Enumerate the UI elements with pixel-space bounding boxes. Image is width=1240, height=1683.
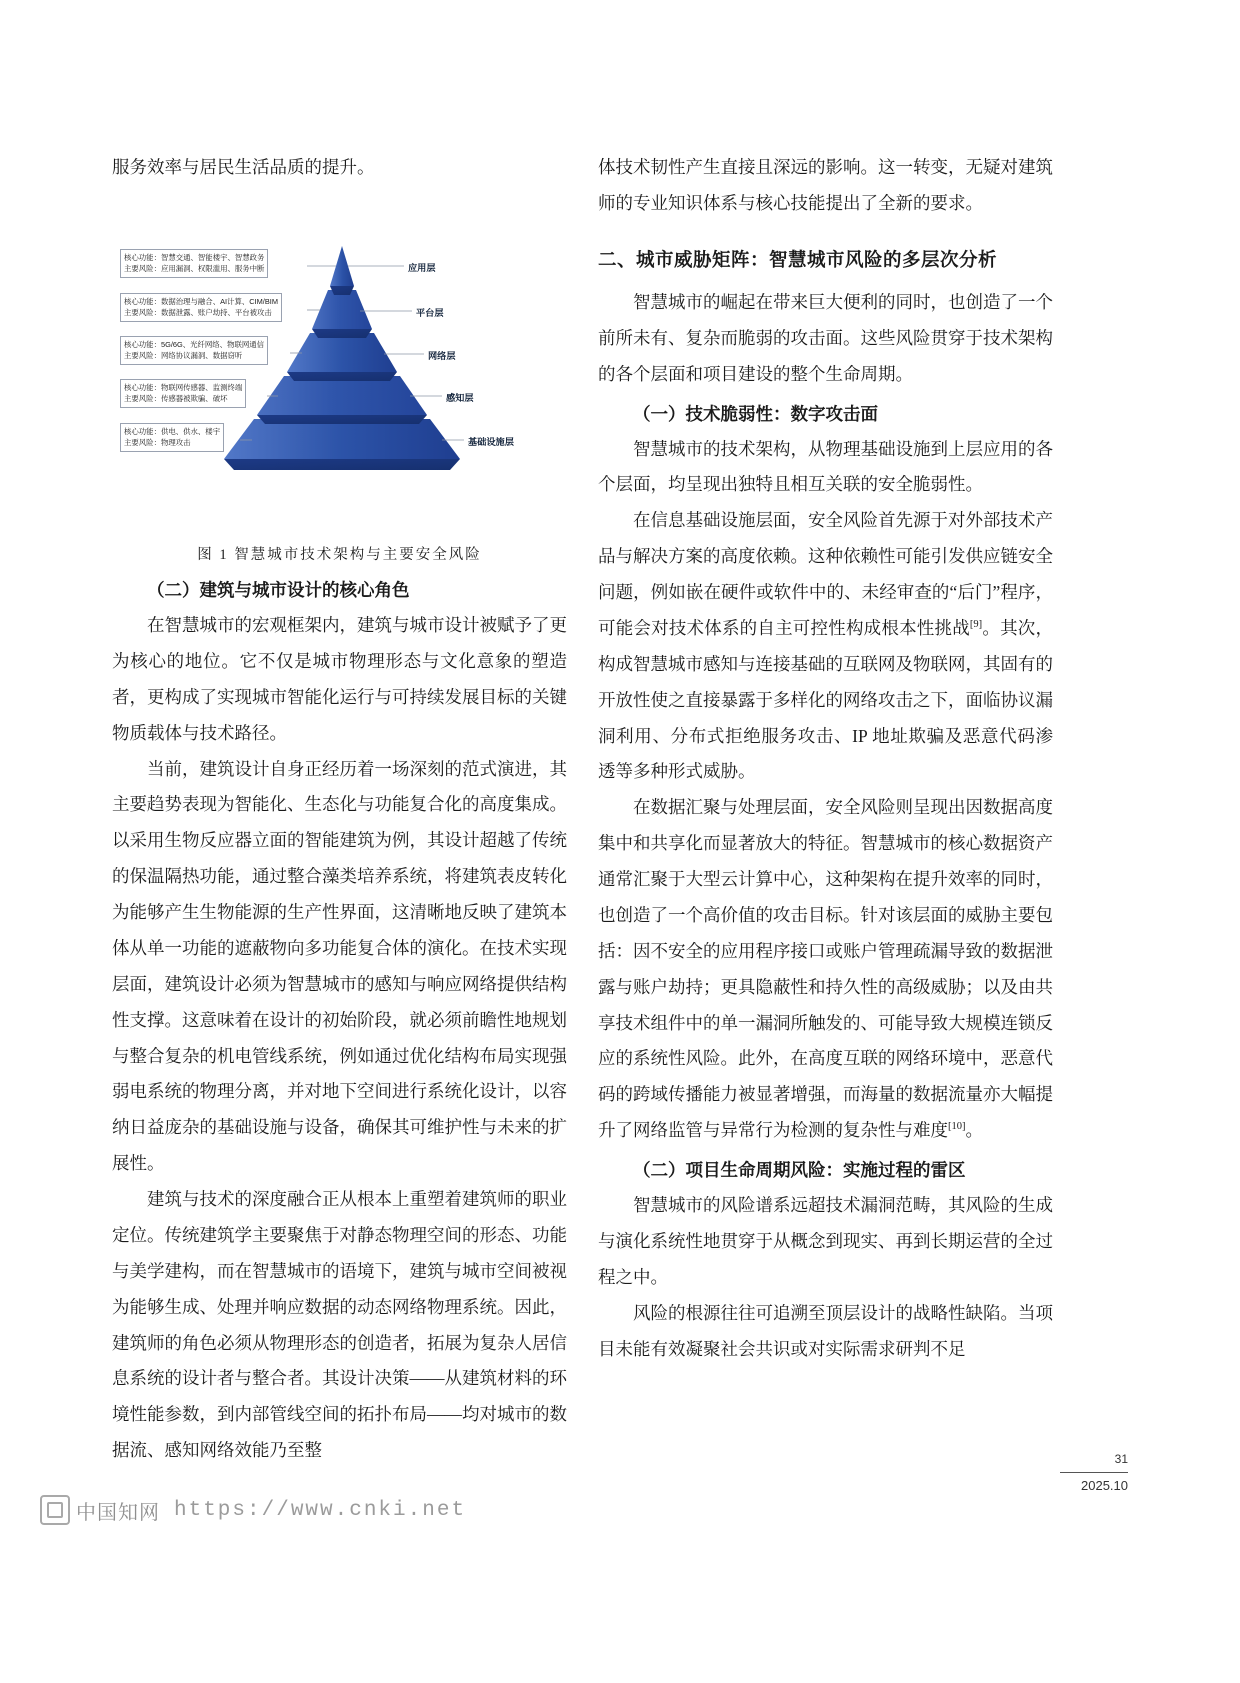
footer-divider bbox=[1060, 1472, 1128, 1473]
paragraph-tech-architecture: 智慧城市的技术架构，从物理基础设施到上层应用的各个层面，均呈现出独特且相互关联的安全脆弱性。 bbox=[598, 438, 1053, 495]
layer-annotation-infrastructure: 核心功能：供电、供水、楼宇 主要风险：物理攻击 bbox=[120, 423, 224, 452]
heading-design-core-role: （二）建筑与城市设计的核心角色 bbox=[147, 580, 410, 601]
paragraph-infrastructure-risk-cont: 。其次，构成智慧城市感知与连接基础的互联网及物联网，其固有的开放性使之直接暴露于多样化的网络攻击之下，面临协议漏洞利用、分布式拒绝服务攻击、IP 地址欺骗及恶意代码渗透等多种形式威胁。 bbox=[598, 617, 1054, 782]
paragraph-risk-spectrum: 智慧城市的风险谱系远超技术漏洞范畴，其风险的生成与演化系统性地贯穿于从概念到现实、再到长期运营的全过程之中。 bbox=[598, 1195, 1053, 1287]
left-top-paragraph: 服务效率与居民生活品质的提升。 bbox=[112, 157, 375, 177]
heading-threat-matrix: 二、城市威胁矩阵：智慧城市风险的多层次分析 bbox=[598, 248, 998, 270]
issue-date: 2025.10 bbox=[1081, 1478, 1128, 1493]
citation-10: [10] bbox=[948, 1121, 966, 1133]
cnki-logo-text: 中国知网 bbox=[76, 1501, 160, 1524]
layer-annotation-perception: 核心功能：物联网传感器、监测终端 主要风险：传感器被欺骗、破坏 bbox=[120, 379, 246, 408]
heading-lifecycle-risk: （二）项目生命周期风险：实施过程的雷区 bbox=[633, 1160, 966, 1181]
paragraph-risk-origin: 风险的根源往往可追溯至顶层设计的战略性缺陷。当项目未能有效凝聚社会共识或对实际需求研判不足 bbox=[598, 1302, 1053, 1359]
citation-9: [9] bbox=[969, 619, 983, 631]
cnki-logo-icon bbox=[40, 1495, 70, 1525]
paragraph-data-layer-risk: 在数据汇聚与处理层面，安全风险则呈现出因数据高度集中和共享化而显著放大的特征。智慧城市的核心数据资产通常汇聚于大型云计算中心，这种架构在提升效率的同时，也创造了一个高价值的攻击目标。针对该层面的威胁主要包括：因不安全的应用程序接口或账户管理疏漏导致的数据泄露与账户劫持；更具隐蔽性和持久性的高级威胁；以及由共享技术组件中的单一漏洞所触发的、可能导致大规模连锁反应的系统性风险。此外，在高度互联的网络环境中，恶意代码的跨域传播能力被显著增强，而海量的数据流量亦大幅提升了网络监管与异常行为检测的复杂性与难度[10]。 bbox=[598, 797, 1053, 1141]
layer-annotation-network: 核心功能：5G/6G、光纤网络、物联网通信 主要风险：网络协议漏洞、数据窃听 bbox=[120, 336, 268, 365]
paragraph-threat-intro: 智慧城市的崛起在带来巨大便利的同时，也创造了一个前所未有、复杂而脆弱的攻击面。这些风险贯穿于技术架构的各个层面和项目建设的整个生命周期。 bbox=[598, 291, 1053, 384]
layer-name-infrastructure: 基础设施层 bbox=[468, 436, 514, 447]
left-column bbox=[112, 150, 567, 1469]
layer-annotation-platform: 核心功能：数据治理与融合、AI计算、CIM/BIM 主要风险：数据泄露、账户劫持、平台被攻击 bbox=[120, 293, 282, 322]
figure-smart-city-architecture bbox=[112, 204, 567, 534]
paragraph-infrastructure-risk bbox=[598, 503, 1053, 790]
cnki-logo bbox=[40, 1495, 160, 1525]
cnki-url: https://www.cnki.net bbox=[174, 1498, 467, 1522]
paragraph-paradigm-evolution: 当前，建筑设计自身正经历着一场深刻的范式演进，其主要趋势表现为智能化、生态化与功能复合化的高度集成。以采用生物反应器立面的智能建筑为例，其设计超越了传统的保温隔热功能，通过整合藻类培养系统，将建筑表皮转化为能够产生生物能源的生产性界面，这清晰地反映了建筑本体从单一功能的遮蔽物向多功能复合体的演化。在技术实现层面，建筑设计必须为智慧城市的感知与响应网络提供结构性支撑。这意味着在设计的初始阶段，就必须前瞻性地规划与整合复杂的机电管线系统，例如通过优化结构布局实现强弱电系统的物理分离，并对地下空间进行系统化设计，以容纳日益庞杂的基础设施与设备，确保其可维护性与未来的扩展性。 bbox=[112, 758, 567, 1174]
paragraph-data-layer-risk-text: 在数据汇聚与处理层面，安全风险则呈现出因数据高度集中和共享化而显著放大的特征。智慧城市的核心数据资产通常汇聚于大型云计算中心，这种架构在提升效率的同时，也创造了一个高价值的攻击目标。针对该层面的威胁主要包括：因不安全的应用程序接口或账户管理疏漏导致的数据泄露与账户劫持；更具隐蔽性和持久性的高级威胁；以及由共享技术组件中的单一漏洞所触发的、可能导致大规模连锁反应的系统性风险。此外，在高度互联的网络环境中，恶意代码的跨域传播能力被显著增强，而海量的数据流量亦大幅提升了网络监管与异常行为检测的复杂性与难度 bbox=[598, 797, 1053, 1141]
paragraph-infrastructure-risk-text: 在信息基础设施层面，安全风险首先源于对外部技术产品与解决方案的高度依赖。这种依赖性可能引发供应链安全问题，例如嵌在硬件或软件中的、未经审查的“后门”程序，可能会对技术体系的自主可控性构成根本性挑战 bbox=[598, 510, 1053, 638]
paragraph-architect-role: 建筑与技术的深度融合正从根本上重塑着建筑师的职业定位。传统建筑学主要聚焦于对静态物理空间的形态、功能与美学建构，而在智慧城市的语境下，建筑与城市空间被视为能够生成、处理并响应数据的动态网络物理系统。因此，建筑师的角色必须从物理形态的创造者，拓展为复杂人居信息系统的设计者与整合者。其设计决策——从建筑材料的环境性能参数，到内部管线空间的拓扑布局——均对城市的数据流、感知网络效能乃至整 bbox=[112, 1189, 567, 1461]
heading-technical-vulnerability: （一）技术脆弱性：数字攻击面 bbox=[633, 403, 878, 424]
figure-caption: 图 1 智慧城市技术架构与主要安全风险 bbox=[197, 546, 482, 563]
paragraph-macro-framework: 在智慧城市的宏观框架内，建筑与城市设计被赋予了更为核心的地位。它不仅是城市物理形态与文化意象的塑造者，更构成了实现城市智能化运行与可持续发展目标的关键物质载体与技术路径。 bbox=[112, 615, 567, 743]
paragraph-continuation: 体技术韧性产生直接且深远的影响。这一转变，无疑对建筑师的专业知识体系与核心技能提出了全新的要求。 bbox=[598, 157, 1053, 213]
cnki-watermark bbox=[40, 1495, 466, 1525]
layer-name-application: 应用层 bbox=[408, 262, 436, 273]
layer-annotation-application: 核心功能：智慧交通、智能楼宇、智慧政务 主要风险：应用漏洞、权限滥用、服务中断 bbox=[120, 249, 268, 278]
right-column bbox=[598, 150, 1053, 1367]
layer-name-platform: 平台层 bbox=[416, 307, 444, 318]
layer-name-network: 网络层 bbox=[428, 350, 456, 361]
page-number: 31 bbox=[1114, 1452, 1128, 1466]
layer-name-perception: 感知层 bbox=[446, 392, 474, 403]
